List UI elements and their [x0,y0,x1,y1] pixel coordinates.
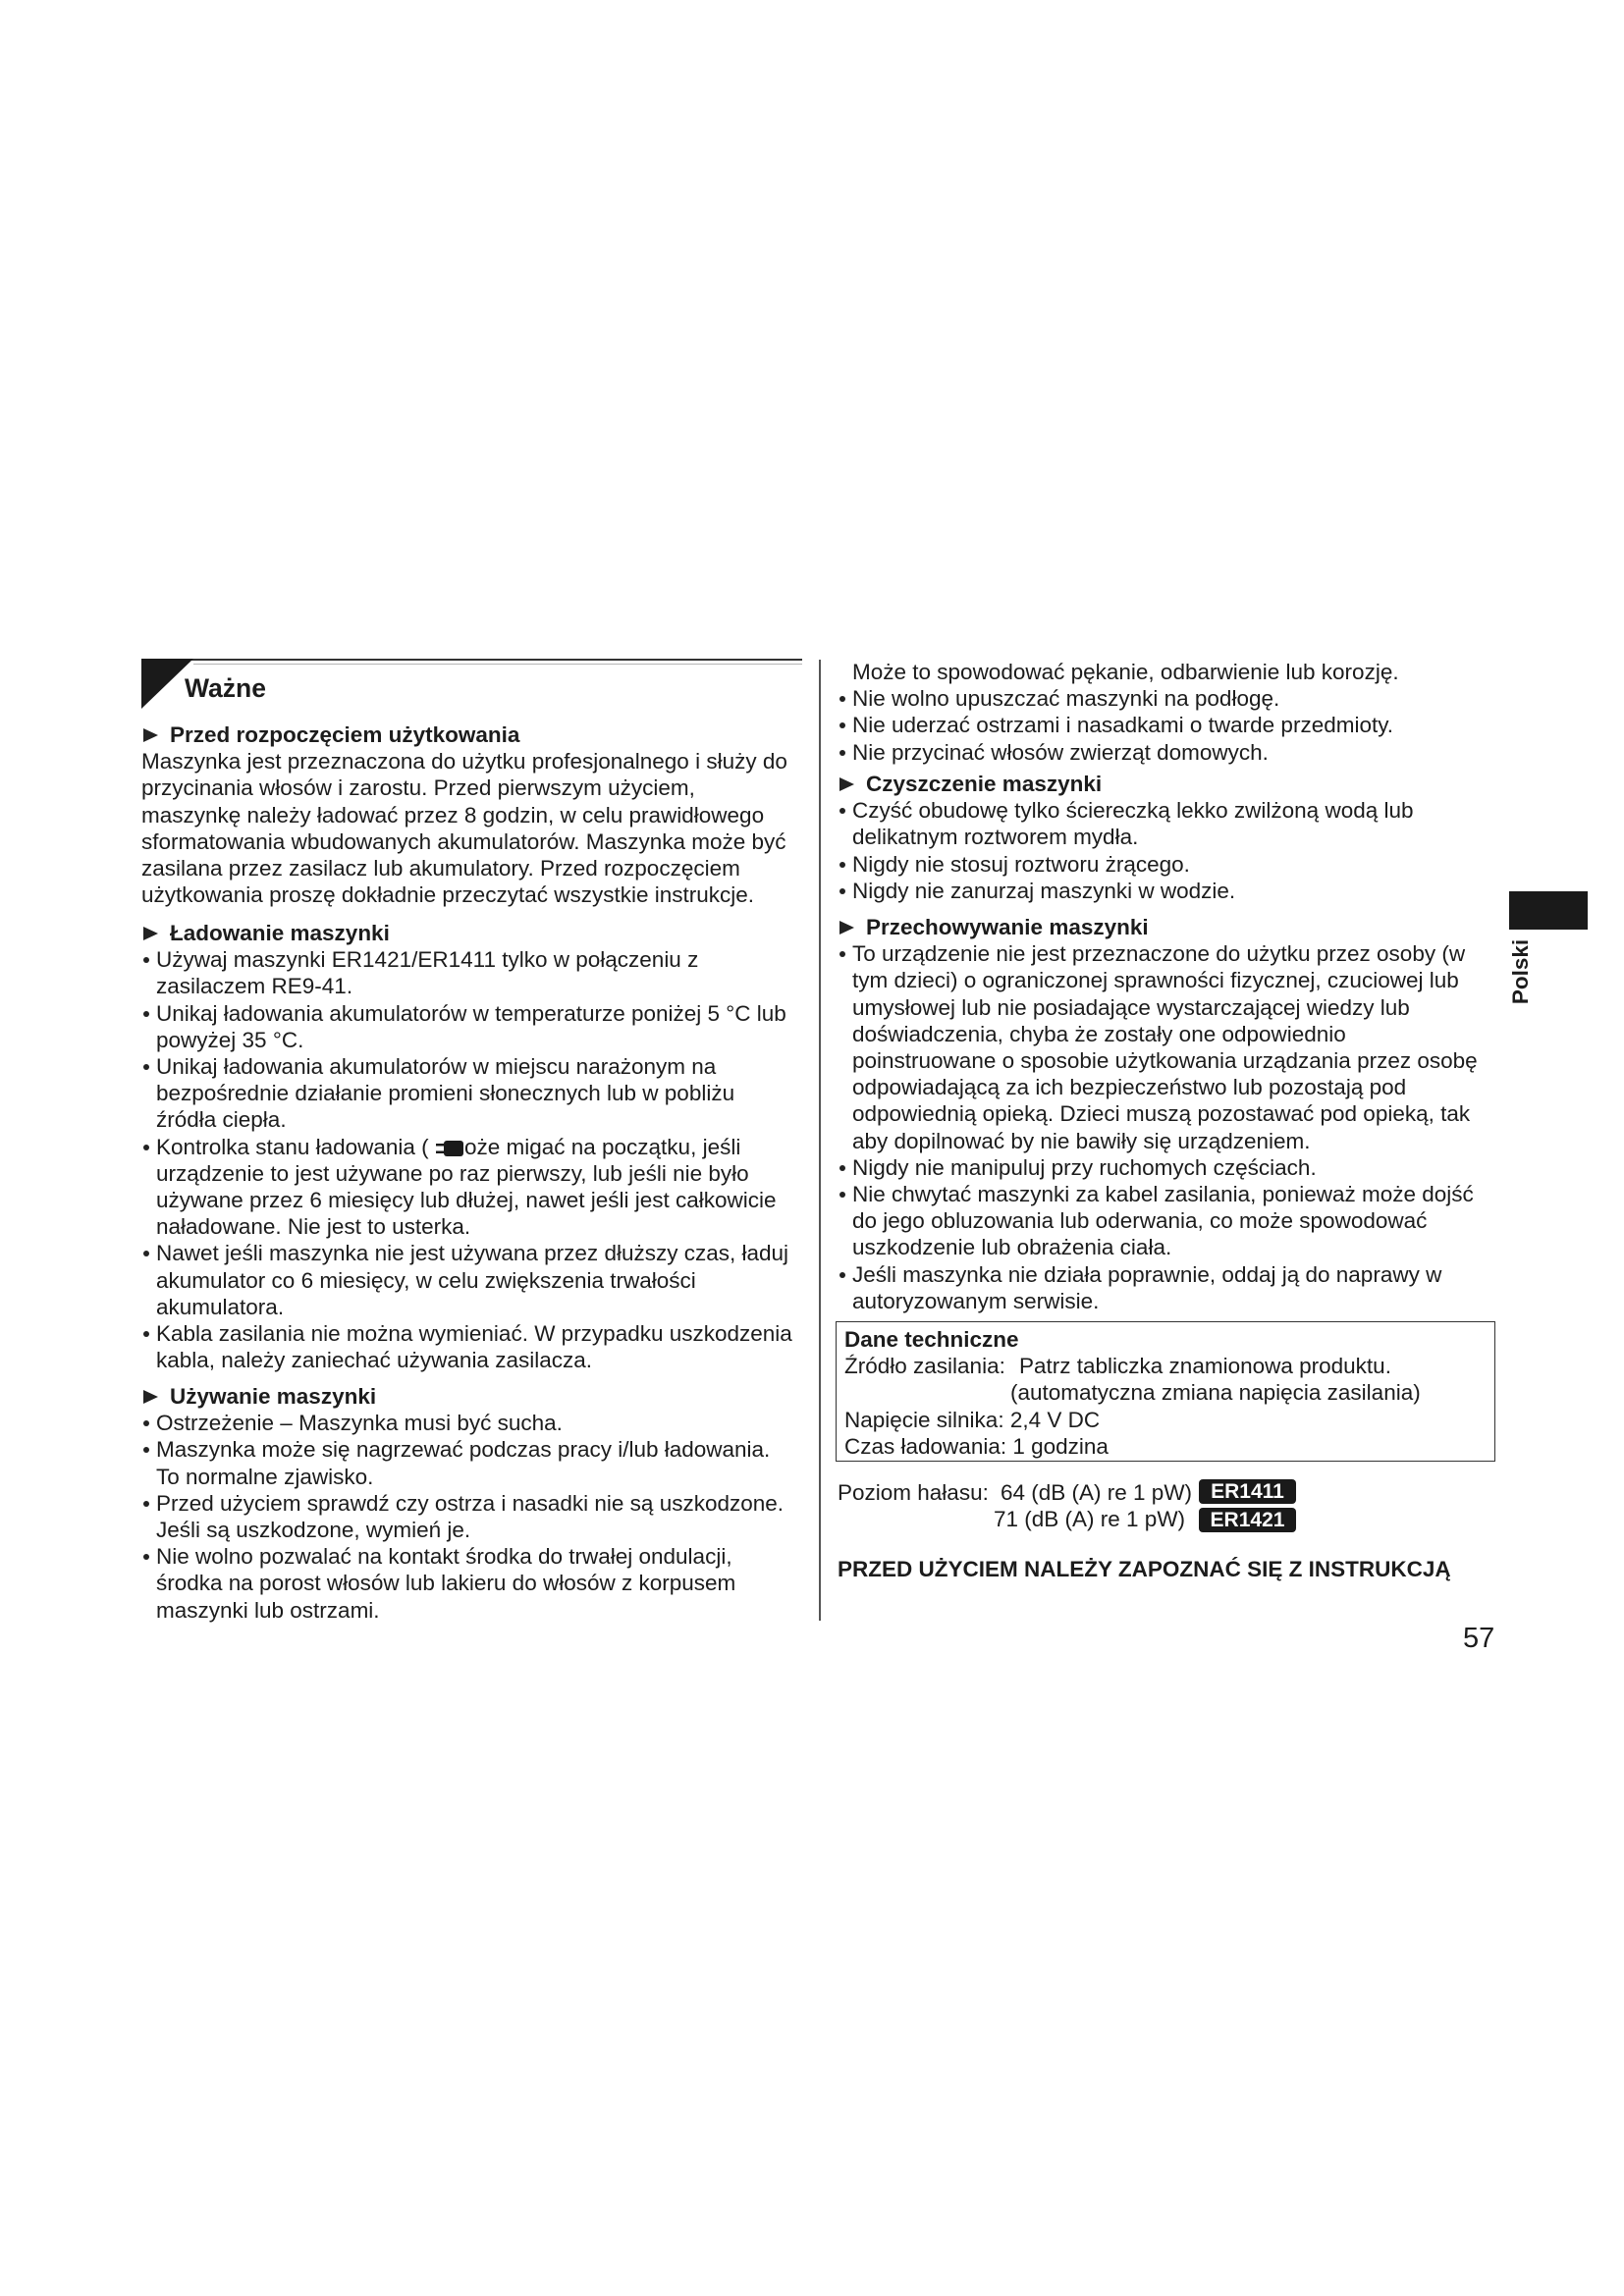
list-item [141,946,792,999]
text-line: używane przez 6 miesięcy lub dłużej, nawet jeśli jest całkowicie [156,1188,777,1213]
text-line: uszkodzenie lub obrażenia ciała. [852,1235,1172,1260]
text-line: Nie przycinać włosów zwierząt domowych. [852,739,1269,765]
text-line: do jego obluzowania lub oderwania, co może spowodować [852,1208,1428,1234]
list-item [141,1490,784,1543]
text-line: maszynki lub ostrzami. [156,1597,380,1623]
column-divider [819,660,821,1621]
bullet-icon [839,1192,845,1198]
text-line: tym dzieci) o ograniczonej sprawności fizycznej, czuciowej lub [852,968,1459,993]
bullet-icon [143,1011,149,1017]
text-line: akumulatora. [156,1294,285,1319]
noise-value: 64 (dB (A) re 1 pW) [1001,1480,1193,1505]
bullet-icon [143,1331,149,1337]
text-line: przycinania włosów i zarostu. Przed pierwszym użyciem, [141,775,695,801]
list-item [838,712,1399,738]
heading-text: Przechowywanie maszynki [866,915,1149,939]
instruction-notice: PRZED UŻYCIEM NALEŻY ZAPOZNAĆ SIĘ Z INSTRUKCJĄ [838,1557,1451,1581]
list-item [838,685,1399,712]
text-line: Nie wolno upuszczać maszynki na podłogę. [852,686,1280,712]
model-badge: ER1421 [1199,1508,1296,1532]
list-item [838,797,1414,850]
text-line: akumulator co 6 miesięcy, w celu zwiększenia trwałości [156,1267,696,1293]
text-fragment: Kontrolka stanu ładowania ( [156,1134,429,1159]
model-badge: ER1411 [1199,1479,1296,1504]
list-item [838,940,1478,1154]
text-line [156,1134,792,1160]
section-usage [141,1383,784,1624]
section-heading [838,914,1478,940]
text-line: powyżej 35 °C. [156,1027,304,1052]
triangle-right-icon [143,728,158,742]
header-rule-secondary [193,664,802,665]
page-title: Ważne [185,673,266,703]
list-item [141,1053,792,1134]
bullet-icon [839,808,845,814]
specs-power-label: Źródło zasilania: [844,1354,1005,1379]
bullet-icon [143,1554,149,1560]
section-cleaning [838,771,1414,904]
text-line: Ostrzeżenie – Maszynka musi być sucha. [156,1411,563,1436]
text-line: Używaj maszynki ER1421/ER1411 tylko w połączeniu z [156,947,699,973]
section-charging [141,920,792,1373]
heading-text: Przed rozpoczęciem użytkowania [170,722,520,747]
text-line: Przed użyciem sprawdź czy ostrza i nasadki nie są uszkodzone. [156,1490,785,1516]
triangle-right-icon [143,927,158,940]
section-heading [141,920,792,946]
language-label: Polski [1508,938,1533,1005]
bullet-icon [143,1501,149,1507]
text-line: bezpośrednie działanie promieni słonecznych lub w pobliżu [156,1081,735,1106]
bullet-icon [839,862,845,868]
section-continuation [838,659,1399,766]
text-line: To urządzenie nie jest przeznaczone do użytku przez osoby (w [852,941,1466,967]
noise-value: 71 (dB (A) re 1 pW) [994,1507,1186,1531]
section-intro [141,721,787,908]
text-line: delikatnym roztworem mydła. [852,825,1139,850]
specs-power-value: Patrz tabliczka znamionowa produktu. [1019,1354,1391,1379]
text-line: zasilana przez zasilacz lub akumulatory. Przed rozpoczęciem [141,856,740,881]
text-line: autoryzowanym serwisie. [852,1288,1100,1313]
text-fragment: oże migać na początku, jeśli [463,1134,741,1159]
text-line: Nie uderzać ostrzami i nasadkami o twarde przedmioty. [852,713,1394,738]
language-tab [1509,891,1588,930]
text-line: odpowiadającą za ich bezpieczeństwo lub pozostają pod [852,1075,1407,1100]
bullet-icon [143,1420,149,1426]
bullet-icon [839,722,845,728]
text-line: Nie wolno pozwalać na kontakt środka do trwałej ondulacji, [156,1544,732,1570]
text-line: sformatowania wbudowanych akumulatorów. Maszynka może być [141,828,786,854]
bullet-icon [143,1251,149,1256]
list-item [141,1543,784,1624]
list-item [141,1410,784,1436]
text-line: poinstruowane o sposobie użytkowania urządzania przez osobę [852,1048,1478,1074]
list-item [141,1134,792,1241]
text-line: Jeśli są uszkodzone, wymień je. [156,1518,471,1543]
text-line: Nigdy nie zanurzaj maszynki w wodzie. [852,878,1236,903]
text-line: Nawet jeśli maszynka nie jest używana przez dłuższy czas, ładuj [156,1241,789,1266]
bullet-icon [839,1272,845,1278]
text-line: odpowiednią opieką. Dzieci muszą pozostawać pod opieką, tak [852,1101,1471,1127]
bullet-icon [839,1165,845,1171]
specs-charging-time: Czas ładowania: 1 godzina [844,1433,1109,1459]
text-line: zasilaczem RE9-41. [156,974,353,999]
list-item [838,739,1399,766]
section-heading [141,1383,784,1410]
triangle-right-icon [839,921,854,934]
text-line: doświadczenia, chyba że zostały one odpowiednio [852,1021,1346,1046]
bullet-icon [143,1064,149,1070]
charging-plug-icon [435,1140,464,1157]
bullet-icon [839,696,845,702]
text-line: Kabla zasilania nie można wymieniać. W przypadku uszkodzenia [156,1321,792,1347]
list-item [838,1261,1478,1314]
header-rule [141,659,802,661]
text-line: Nigdy nie manipuluj przy ruchomych częściach. [852,1154,1317,1180]
text-line: środka na porost włosów lub lakieru do włosów z korpusem [156,1571,736,1596]
text-line: Nie chwytać maszynki za kabel zasilania, ponieważ może dojść [852,1182,1474,1207]
text-line: źródła ciepła. [156,1107,287,1133]
text-line: użytkowania proszę dokładnie przeczytać wszystkie instrukcje. [141,882,755,908]
text-line: Unikaj ładowania akumulatorów w miejscu narażonym na [156,1054,717,1080]
text-line: urządzenie to jest używane po raz pierwszy, lub jeśli nie było [156,1160,749,1186]
list-item [838,878,1414,904]
list-item [838,1181,1478,1261]
text-line: Jeśli maszynka nie działa poprawnie, oddaj ją do naprawy w [852,1261,1442,1287]
bullet-icon [143,1145,149,1150]
text-line: umysłowej lub nie posiadające wystarczającej wiedzy lub [852,994,1410,1020]
tech-specs-box [836,1321,1495,1462]
list-item [141,1000,792,1053]
text-line: To normalne zjawisko. [156,1464,374,1489]
bullet-icon [839,951,845,957]
specs-power-note-row [844,1379,1487,1406]
specs-title: Dane techniczne [844,1327,1019,1352]
text-line: Czyść obudowę tylko ściereczką lekko zwilżoną wodą lub [852,798,1414,824]
text-line: naładowane. Nie jest to usterka. [156,1214,471,1240]
specs-power-row [844,1353,1487,1379]
text-line: Nigdy nie stosuj roztworu żrącego. [852,851,1190,877]
text-line: Może to spowodować pękanie, odbarwienie lub korozję. [852,660,1399,684]
list-item [141,1436,784,1489]
bullet-icon [839,888,845,894]
text-line: aby dopilnować by nie bawiły się urządzeniem. [852,1128,1311,1153]
text-line: maszynkę należy ładować przez 8 godzin, w celu prawidłowego [141,802,765,828]
heading-text: Używanie maszynki [170,1384,377,1409]
section-storage [838,914,1478,1314]
triangle-right-icon [143,1390,158,1404]
heading-text: Ładowanie maszynki [170,921,390,945]
page-number: 57 [1463,1623,1495,1654]
text-line: kabla, należy zaniechać używania zasilacza. [156,1348,592,1373]
specs-motor-voltage: Napięcie silnika: 2,4 V DC [844,1407,1101,1432]
section-heading [838,771,1414,797]
bullet-icon [143,1447,149,1453]
list-item [141,1320,792,1373]
list-item [838,1154,1478,1181]
text-line: Unikaj ładowania akumulatorów w temperaturze poniżej 5 °C lub [156,1000,786,1026]
section-heading [141,721,787,748]
text-line: Maszynka jest przeznaczona do użytku profesjonalnego i służy do [141,749,787,774]
text-line: Maszynka może się nagrzewać podczas pracy i/lub ładowania. [156,1437,771,1463]
noise-label: Poziom hałasu: [838,1480,989,1505]
bullet-icon [143,957,149,963]
list-item [141,1240,792,1320]
bullet-icon [839,750,845,756]
heading-text: Czyszczenie maszynki [866,772,1103,796]
triangle-right-icon [839,777,854,791]
specs-power-note: (automatyczna zmiana napięcia zasilania) [1010,1380,1421,1406]
list-item [838,851,1414,878]
